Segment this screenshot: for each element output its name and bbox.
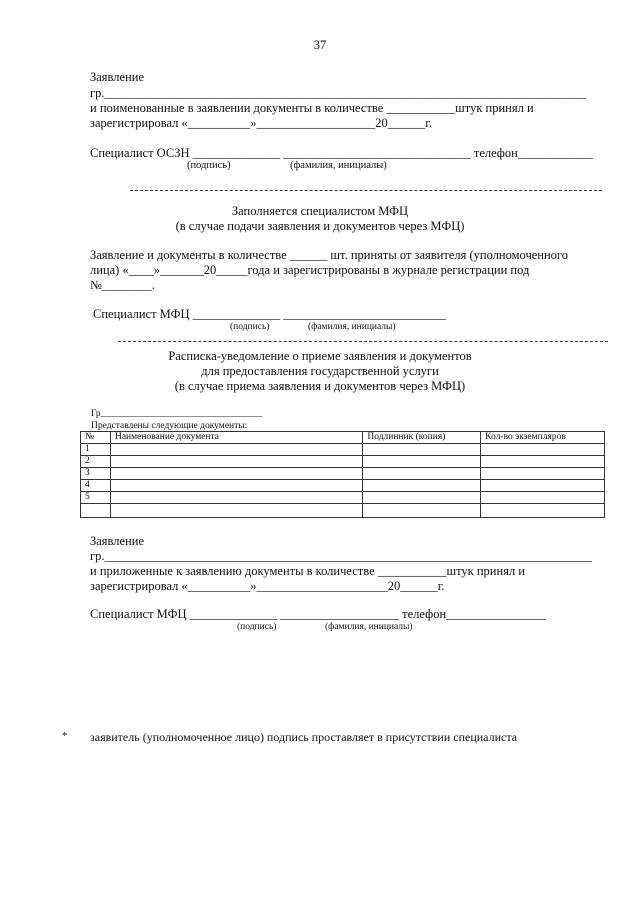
page-number: 37	[313, 38, 327, 52]
original-copy-cell[interactable]	[363, 504, 481, 518]
receipt-subheading: для предоставления государственной услуги	[201, 364, 439, 378]
section4-caption-name: (фамилия, инициалы)	[325, 622, 413, 632]
footnote-marker: *	[62, 731, 68, 742]
section4-documents-line: и приложенные к заявлению документы в количестве ___________штук принял и	[90, 564, 525, 578]
receipt-docs-label: Представлены следующие документы:	[91, 421, 248, 431]
quantity-cell[interactable]	[481, 492, 605, 504]
row-number: 1	[81, 444, 111, 456]
receipt-citizen-line: Гр__________________________________	[91, 409, 263, 419]
col-header-number: №	[81, 432, 111, 444]
section2-caption-sign: (подпись)	[230, 322, 270, 332]
col-header-original-copy: Подлинник (копия)	[363, 432, 481, 444]
section2-subheading: (в случае подачи заявления и документов через МФЦ)	[175, 219, 465, 233]
original-copy-cell[interactable]	[363, 468, 481, 480]
divider-1	[130, 190, 602, 191]
section2-para-1: Заявление и документы в количестве ______ шт. приняты от заявителя (уполномоченного	[90, 248, 569, 262]
table-row	[81, 480, 605, 492]
quantity-cell[interactable]	[481, 444, 605, 456]
section2-heading: Заполняется специалистом МФЦ	[231, 204, 409, 218]
col-header-quantity: Кол-во экземпляров	[481, 432, 605, 444]
table-row	[81, 492, 605, 504]
table-row	[81, 444, 605, 456]
section1-citizen-line: гр._____________________________________________________________________________	[90, 86, 586, 100]
row-number: 4	[81, 480, 111, 492]
section4-citizen-line: гр.______________________________________________________________________________	[90, 549, 593, 563]
table-row	[81, 456, 605, 468]
section2-specialist-line: Специалист МФЦ ______________ __________________________	[93, 307, 446, 321]
quantity-cell[interactable]	[481, 504, 605, 518]
original-copy-cell[interactable]	[363, 480, 481, 492]
documents-table	[80, 431, 605, 518]
section2-para-2: лица) «____»_______20_____года и зарегистрированы в журнале регистрации под	[90, 263, 530, 277]
section4-registered-line: зарегистрировал «__________»_____________________20______г.	[90, 579, 445, 593]
section2-para-3: №________.	[90, 278, 156, 292]
document-name-cell[interactable]	[110, 504, 362, 518]
section4-specialist-line: Специалист МФЦ ______________ ___________________ телефон________________	[90, 607, 547, 621]
section1-specialist-line: Специалист ОСЗН ______________ ______________________________ телефон____________	[90, 146, 593, 160]
receipt-heading: Расписка-уведомление о приеме заявления и документов	[168, 349, 472, 363]
document-name-cell[interactable]	[110, 444, 362, 456]
quantity-cell[interactable]	[481, 468, 605, 480]
section4-caption-sign: (подпись)	[237, 622, 277, 632]
table-header-row	[81, 432, 605, 444]
col-header-document-name: Наименование документа	[110, 432, 362, 444]
section2-caption-name: (фамилия, инициалы)	[308, 322, 396, 332]
quantity-cell[interactable]	[481, 456, 605, 468]
row-number	[81, 504, 111, 518]
section1-caption-sign: (подпись)	[187, 160, 231, 171]
original-copy-cell[interactable]	[363, 456, 481, 468]
table-row	[81, 504, 605, 518]
section1-documents-line: и поименованные в заявлении документы в количестве ___________штук принял и	[90, 101, 534, 115]
document-name-cell[interactable]	[110, 468, 362, 480]
document-name-cell[interactable]	[110, 492, 362, 504]
section4-title: Заявление	[90, 534, 145, 548]
row-number: 5	[81, 492, 111, 504]
receipt-condition: (в случае приема заявления и документов через МФЦ)	[174, 379, 466, 393]
row-number: 2	[81, 456, 111, 468]
divider-2	[118, 341, 608, 342]
original-copy-cell[interactable]	[363, 444, 481, 456]
footnote-text: заявитель (уполномоченное лицо) подпись проставляет в присутствии специалиста	[90, 730, 518, 744]
original-copy-cell[interactable]	[363, 492, 481, 504]
quantity-cell[interactable]	[481, 480, 605, 492]
section1-title: Заявление	[90, 70, 145, 84]
document-name-cell[interactable]	[110, 456, 362, 468]
section1-caption-name: (фамилия, инициалы)	[290, 160, 387, 171]
table-row	[81, 468, 605, 480]
section1-registered-line: зарегистрировал «__________»___________________20______г.	[90, 116, 433, 130]
row-number: 3	[81, 468, 111, 480]
document-name-cell[interactable]	[110, 480, 362, 492]
